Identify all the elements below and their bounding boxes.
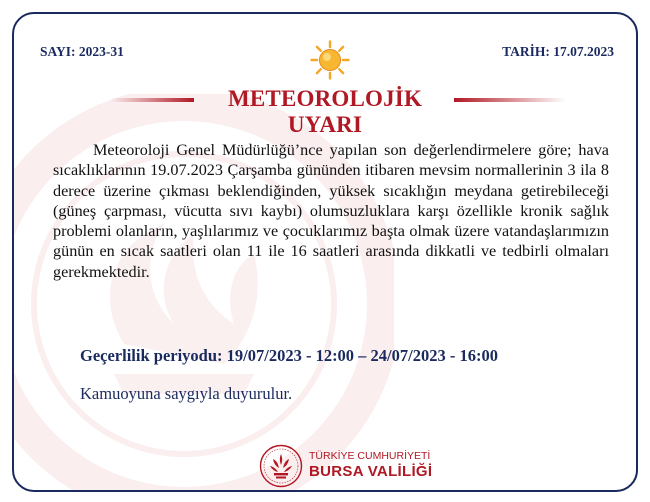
- title-row: [14, 84, 636, 137]
- valilik-logo: [259, 444, 459, 488]
- title-rule-left: [110, 98, 194, 102]
- warning-body: Meteoroloji Genel Müdürlüğü’nce yapılan son değerlendirmelere göre; hava sıcaklıklarının 19.07.2023 Çarşamba gününden itibaren mevsim normallerinin 3 ila 8 derece üzerine çıkması beklendiğinden, yüksek sıcaklığın meydana getirebileceği (güneş çarpması, vücutta sıvı kaybı) olumsuzluklara karşı özellikle kronik sağlık problemi olanların, yaşlılarımız ve çocuklarımız başta olmak üzere vatandaşlarımızın günün en sıcak saatleri olan 11 ile 16 saatleri arasında dikkatli ve tedbirli olmaları gerekmektedir.: [53, 141, 609, 281]
- issue-number: SAYI: 2023-31: [40, 44, 124, 59]
- warning-card: [12, 12, 638, 492]
- valilik-emblem-icon: [259, 444, 303, 488]
- announcement: Kamuoyuna saygıyla duyurulur.: [80, 384, 293, 403]
- issue-date: TARİH: 17.07.2023: [502, 44, 614, 59]
- validity-value: : 19/07/2023 - 12:00 – 24/07/2023 - 16:00: [217, 346, 498, 365]
- page-title: METEOROLOJİK UYARI: [227, 86, 423, 137]
- logo-line-1: TÜRKİYE CUMHURİYETİ: [309, 450, 431, 462]
- validity-label: Geçerlilik periyodu: [80, 346, 218, 365]
- validity-period: [80, 346, 498, 366]
- title-rule-right: [454, 98, 566, 102]
- logo-line-2: BURSA VALİLİĞİ: [309, 463, 433, 480]
- sun-icon: [310, 40, 350, 80]
